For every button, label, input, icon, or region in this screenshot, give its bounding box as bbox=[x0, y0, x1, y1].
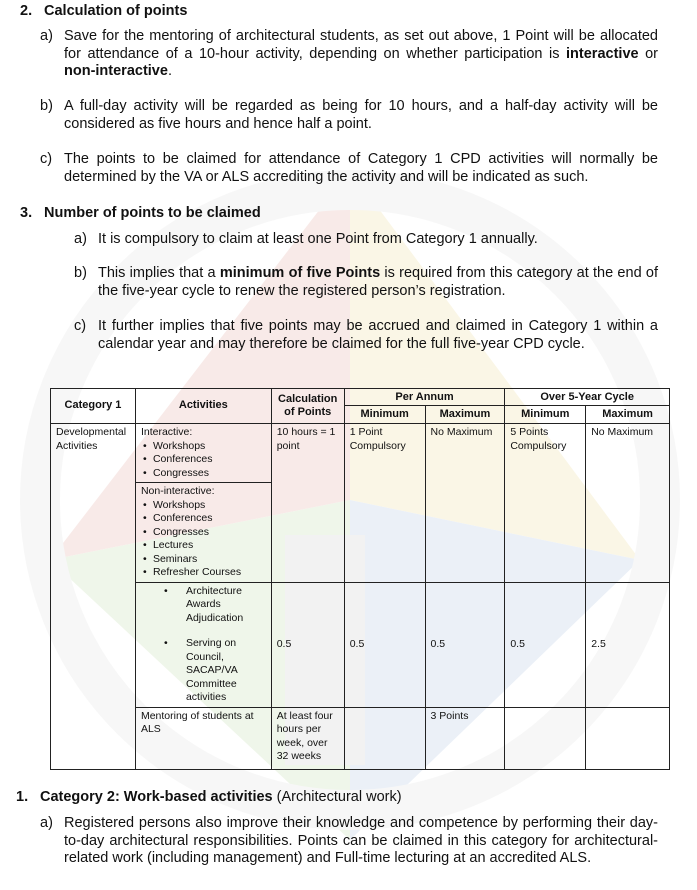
interactive-list bbox=[141, 440, 266, 481]
noninteractive-list bbox=[141, 499, 266, 580]
cy-max-cell-2: 2.5 bbox=[586, 582, 670, 707]
cpd-category-1-table bbox=[50, 388, 670, 770]
section-3-number: 3. bbox=[20, 205, 33, 221]
item-text: A full-day activity will be regarded as being for 10 hours, and a half-day activity will be considered as five hours and hence half a point. bbox=[64, 98, 658, 132]
header-pa-minimum: Minimum bbox=[344, 405, 425, 424]
cy-min-cell-2: 0.5 bbox=[505, 582, 586, 707]
section-3-item-a bbox=[74, 231, 658, 249]
list-item: • Congresses bbox=[153, 526, 266, 540]
category-2-heading bbox=[16, 789, 402, 805]
header-over-cycle: Over 5-Year Cycle bbox=[505, 389, 670, 406]
section-2-item-a bbox=[40, 28, 659, 81]
table-row bbox=[51, 582, 670, 707]
table-row bbox=[51, 707, 670, 769]
list-item: • Seminars bbox=[153, 553, 266, 567]
list-item: • Congresses bbox=[153, 467, 266, 481]
item-label: a) bbox=[40, 28, 53, 44]
category-cell: Developmental Activities bbox=[51, 424, 136, 770]
item-label: b) bbox=[40, 98, 53, 114]
pa-min-cell-3 bbox=[344, 707, 425, 769]
table-header-row bbox=[51, 389, 670, 406]
section-3-item-b bbox=[74, 265, 658, 300]
category-2-title: Category 2: Work-based activities bbox=[40, 789, 273, 805]
item-label: a) bbox=[74, 231, 87, 247]
item-text: It is compulsory to claim at least one Point from Category 1 annually. bbox=[98, 231, 538, 247]
item-bold-text: non-interactive bbox=[64, 63, 168, 79]
interactive-label: Interactive: bbox=[140, 426, 193, 438]
table-row bbox=[51, 424, 670, 483]
calc-cell-1: 10 hours = 1 point bbox=[271, 424, 344, 583]
item-text: is required from this category at the end of the five-year cycle to renew the registered person’s registration. bbox=[98, 265, 658, 299]
pa-min-cell-2: 0.5 bbox=[344, 582, 425, 707]
item-bold-text: interactive bbox=[566, 45, 639, 62]
section-3-item-c bbox=[74, 318, 658, 353]
item-text: It further implies that five points may be accrued and claimed in Category 1 within a calendar year and may therefore be claimed for the full five-year CPD cycle. bbox=[98, 318, 658, 352]
section-2-item-b bbox=[40, 98, 658, 133]
section-2-heading bbox=[20, 3, 187, 19]
calc-cell-3: At least four hours per week, over 32 weeks bbox=[271, 707, 344, 769]
item-label: a) bbox=[40, 815, 53, 831]
list-item: • Lectures bbox=[153, 539, 266, 553]
header-pa-maximum: Maximum bbox=[425, 405, 505, 424]
section-3-heading bbox=[20, 205, 261, 221]
list-item: • Refresher Courses bbox=[153, 566, 266, 580]
header-cy-maximum: Maximum bbox=[586, 405, 670, 424]
noninteractive-label: Non-interactive: bbox=[140, 485, 215, 497]
category-2-number: 1. bbox=[16, 789, 29, 805]
item-text: The points to be claimed for attendance of Category 1 CPD activities will normally be determined by the VA or ALS accrediting the activity and will be indicated as such. bbox=[64, 151, 658, 185]
item-text: This implies that a bbox=[98, 265, 220, 281]
header-activities: Activities bbox=[135, 389, 271, 424]
header-cy-minimum: Minimum bbox=[505, 405, 586, 424]
pa-min-cell-1: 1 Point Compulsory bbox=[344, 424, 425, 583]
header-category: Category 1 bbox=[51, 389, 136, 424]
cy-max-cell-1: No Maximum bbox=[586, 424, 670, 583]
cy-max-cell-3 bbox=[586, 707, 670, 769]
other-activities-list bbox=[141, 585, 266, 705]
header-calculation: Calculation of Points bbox=[271, 389, 344, 424]
activities-noninteractive-cell bbox=[135, 483, 271, 583]
cy-min-cell-1: 5 Points Compulsory bbox=[505, 424, 586, 583]
pa-max-cell-1: No Maximum bbox=[425, 424, 505, 583]
list-item: • Conferences bbox=[153, 512, 266, 526]
section-3-title: Number of points to be claimed bbox=[44, 205, 261, 221]
activities-interactive-cell bbox=[135, 424, 271, 483]
activities-mentoring-cell: Mentoring of students at ALS bbox=[135, 707, 271, 769]
list-item: • Conferences bbox=[153, 453, 266, 467]
category-2-title-suffix: (Architectural work) bbox=[272, 789, 402, 805]
item-label: c) bbox=[74, 318, 87, 334]
item-label: c) bbox=[40, 151, 53, 167]
list-item: • Serving on Council, SACAP/VA Committee activities bbox=[186, 637, 266, 705]
section-2-title: Calculation of points bbox=[44, 3, 188, 19]
item-text: Registered persons also improve their knowledge and competence by performing their day-to-day architectural responsibilities. Points can be claimed in this category for architectural-related work (including management) and Full-time lecturing at an accredited ALS. bbox=[64, 815, 658, 866]
item-text: or bbox=[638, 45, 659, 62]
item-label: b) bbox=[74, 265, 87, 281]
pa-max-cell-2: 0.5 bbox=[425, 582, 505, 707]
section-2-item-c bbox=[40, 151, 658, 186]
list-item: • Workshops bbox=[153, 499, 266, 513]
list-item: • Workshops bbox=[153, 440, 266, 454]
item-bold-text: minimum of five Points bbox=[219, 265, 381, 281]
activities-other-cell bbox=[135, 582, 271, 707]
item-text: . bbox=[167, 63, 172, 79]
calc-cell-2: 0.5 bbox=[271, 582, 344, 707]
list-item: • Architecture Awards Adjudication bbox=[186, 585, 266, 626]
section-2-number: 2. bbox=[20, 3, 33, 19]
item-text: Save for the mentoring of architectural students, as set out above, 1 Point will be allocated for attendance of a 10-hour activity, depending on whether participation is bbox=[64, 28, 658, 62]
cy-min-cell-3 bbox=[505, 707, 586, 769]
pa-max-cell-3: 3 Points bbox=[425, 707, 505, 769]
category-2-item-a bbox=[40, 815, 658, 868]
header-per-annum: Per Annum bbox=[344, 389, 505, 406]
